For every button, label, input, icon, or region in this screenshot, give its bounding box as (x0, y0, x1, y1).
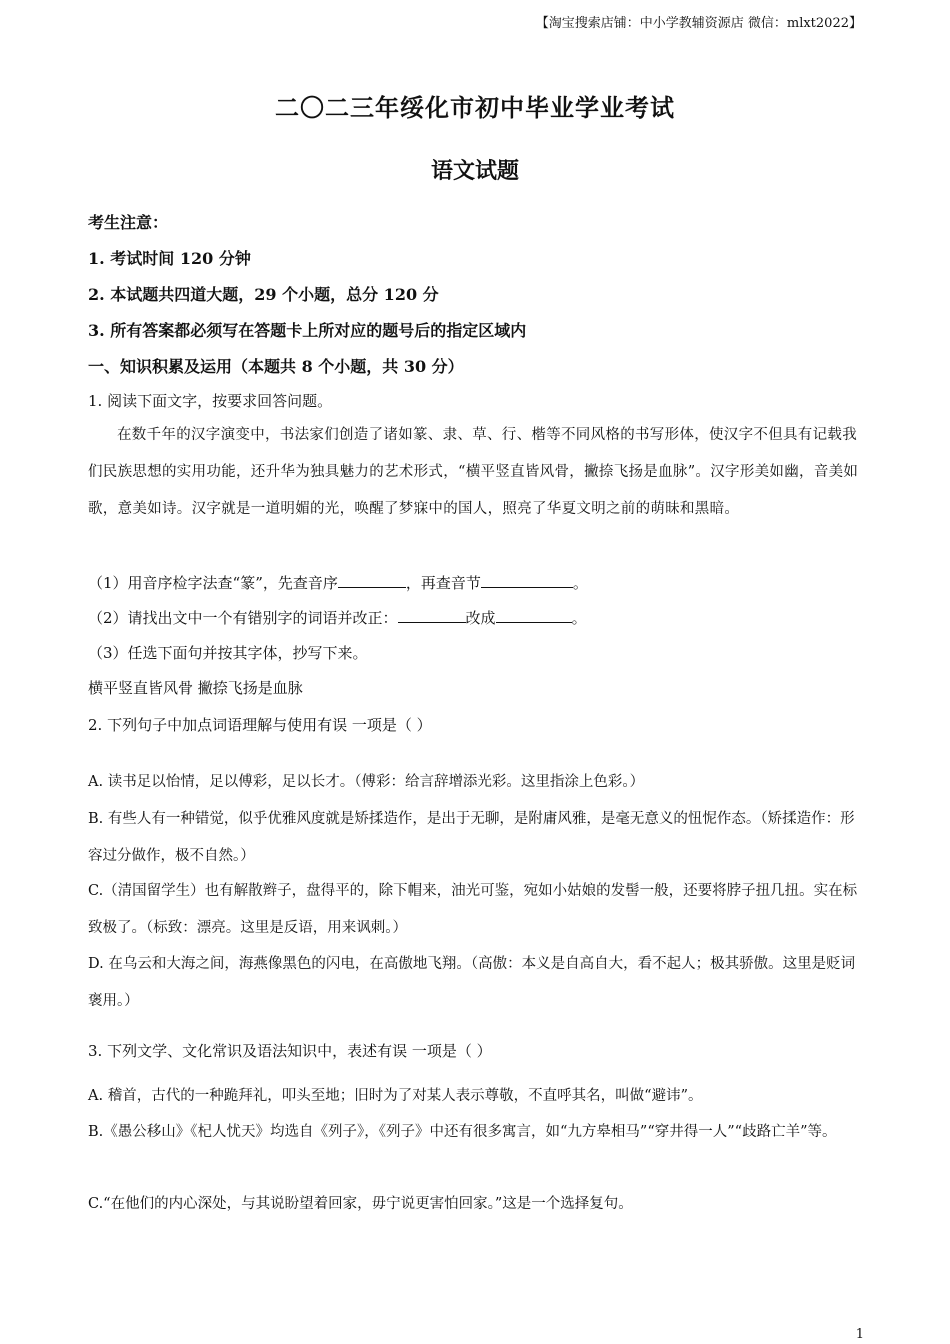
question-1-sub-3: （3）任选下面句并按其字体，抄写下来。 (88, 644, 368, 662)
notice-heading: 考生注意： (88, 213, 169, 232)
section-heading: 一、知识积累及运用（本题共 8 个小题，共 30 分） (88, 357, 464, 376)
copy-text: 横平竖直皆风骨 撇捺飞扬是血脉 (88, 679, 303, 697)
question-3-option-c: C.“在他们的内心深处，与其说盼望着回家，毋宁说更害怕回家。”这是一个选择复句。 (88, 1196, 633, 1212)
store-header: 【淘宝搜索店铺：中小学教辅资源店 微信：mlxt2022】 (535, 16, 862, 31)
answer-blank[interactable] (338, 573, 406, 588)
answer-blank[interactable] (398, 608, 466, 623)
answer-blank[interactable] (496, 608, 572, 623)
question-1-sub-2: （2）请找出文中一个有错别字的词语并改正： 改成 。 (88, 609, 587, 627)
question-2-option-c: C.（清国留学生）也有解散辫子，盘得平的，除下帽来，油光可鉴，宛如小姑娘的发髻一般，还要将脖子扭几扭。实在标致极了。（标致：漂亮。这里是反语，用来讽刺。） (88, 883, 858, 936)
question-1-passage: 在数千年的汉字演变中，书法家们创造了诸如篆、隶、草、行、楷等不同风格的书写形体，使汉字不但具有记载我们民族思想的实用功能，还升华为独具魅力的艺术形式，“横平竖直皆风骨，撇捺飞扬是血脉”。汉字形美如幽，音美如歌，意美如诗。汉字就是一道明媚的光，唤醒了梦寐中的国人，照亮了华夏文明之前的萌昧和黑暗。 (88, 427, 859, 517)
exam-title: 二〇二三年绥化市初中毕业学业考试 (275, 93, 675, 122)
question-2-option-d: D. 在乌云和大海之间，海燕像黑色的闪电，在高傲地飞翔。（高傲：本义是自高自大，看不起人；极其骄傲。这里是贬词褒用。） (88, 956, 856, 1009)
question-2-option-a: A. 读书足以怡情，足以傅彩，足以长才。（傅彩：给言辞增添光彩。这里指涂上色彩。） (88, 774, 645, 790)
answer-blank[interactable] (481, 573, 573, 588)
notice-item: 3. 所有答案都必须写在答题卡上所对应的题号后的指定区域内 (88, 321, 527, 340)
question-1-sub-1: （1）用音序检字法查“篆”，先查音序 ，再查音节 。 (88, 574, 588, 592)
question-3-option-a: A. 稽首，古代的一种跪拜礼，叩头至地；旧时为了对某人表示尊敬，不直呼其名，叫做“避讳”。 (88, 1088, 703, 1104)
exam-subtitle: 语文试题 (430, 158, 519, 184)
notice-item: 1. 考试时间 120 分钟 (88, 249, 251, 268)
page-number: 1 (855, 1327, 864, 1342)
question-1-stem: 1. 阅读下面文字，按要求回答问题。 (88, 392, 333, 410)
notice-item: 2. 本试题共四道大题，29 个小题，总分 120 分 (88, 285, 439, 304)
question-2-stem: 2. 下列句子中加点词语理解与使用有误 一项是（ ） (88, 716, 432, 734)
question-2-option-b: B. 有些人有一种错觉，似乎优雅风度就是矫揉造作，是出于无聊，是附庸风雅，是毫无意义的忸怩作态。（矫揉造作：形容过分做作，极不自然。） (88, 811, 855, 864)
question-3-option-b: B.《愚公移山》《杞人忧天》均选自《列子》，《列子》中还有很多寓言，如“九方皋相马”“穿井得一人”“歧路亡羊”等。 (88, 1124, 837, 1140)
question-3-stem: 3. 下列文学、文化常识及语法知识中，表述有误 一项是（ ） (88, 1042, 492, 1060)
